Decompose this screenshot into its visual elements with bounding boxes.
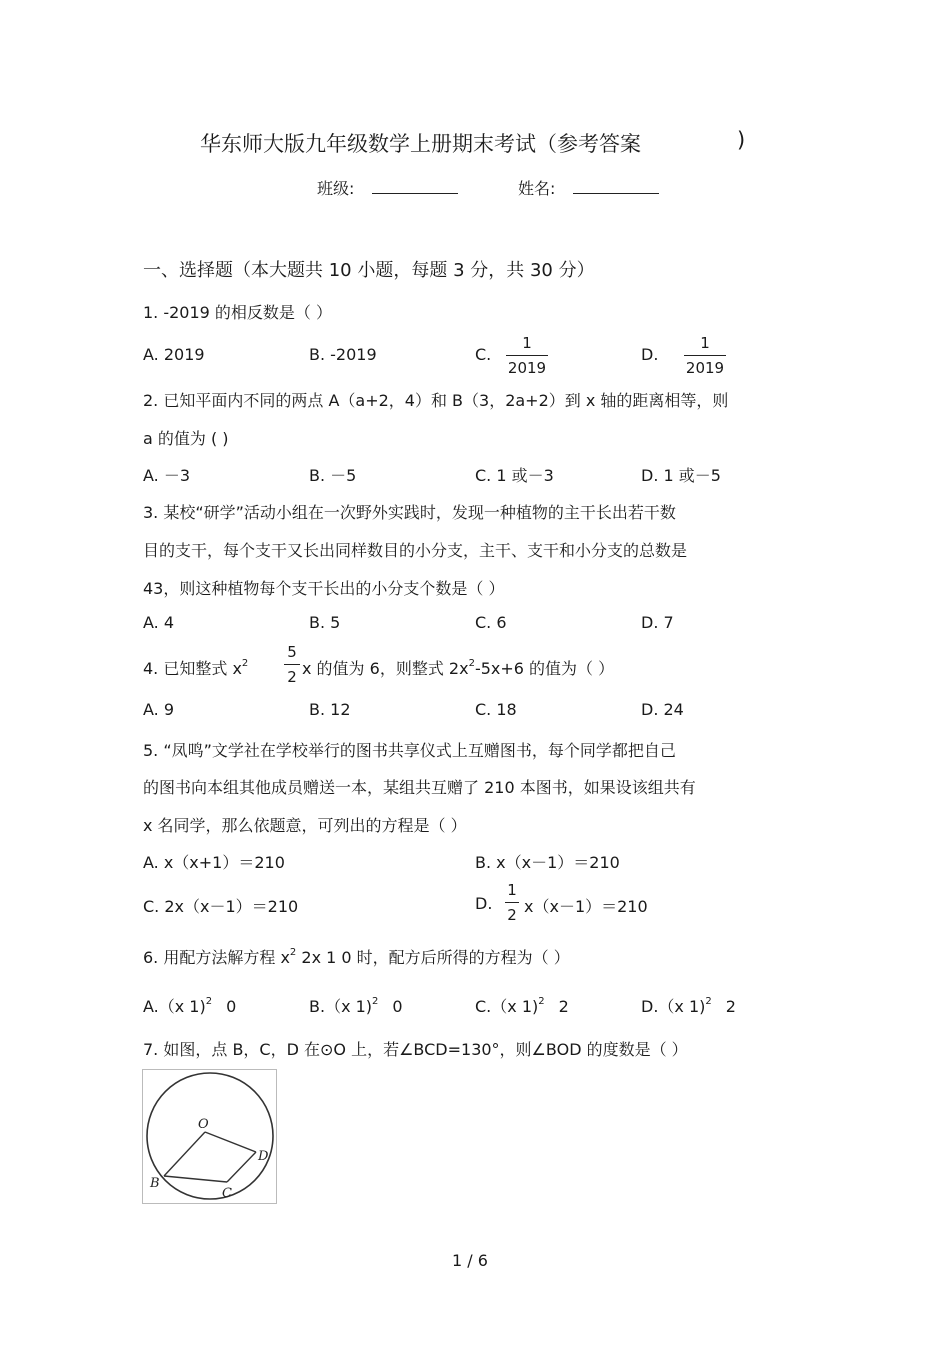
q6-a-square: 2 <box>205 996 213 1007</box>
q2-option-c: C. 1 或－3 <box>475 466 554 485</box>
q5-d-denominator: 2 <box>507 906 517 924</box>
question-5-line-3: x 名同学，那么依题意，可列出的方程是（ ） <box>143 816 467 835</box>
question-4-stem-post <box>302 656 614 679</box>
q6-a-rhs: 0 <box>226 997 237 1016</box>
fraction-bar <box>284 664 300 665</box>
class-field <box>317 176 458 199</box>
q4-stem-pre: 4. 已知整式 x <box>143 659 242 678</box>
q4-option-c: C. 18 <box>475 700 517 719</box>
class-blank <box>372 177 458 194</box>
q4-exponent-2: 2 <box>468 658 475 669</box>
q1-option-d-label: D. <box>641 345 659 364</box>
page-title: 华东师大版九年级数学上册期末考试（参考答案 <box>200 132 641 156</box>
label-c: C <box>222 1186 232 1201</box>
q1-option-c-fraction <box>506 333 548 378</box>
question-2-line-1: 2. 已知平面内不同的两点 A（a+2，4）和 B（3，2a+2）到 x 轴的距离相等，则 <box>143 391 729 410</box>
question-5-line-2: 的图书向本组其他成员赠送一本，某组共互赠了 210 本图书，如果设该组共有 <box>143 778 696 797</box>
q5-option-d-fraction <box>505 880 519 925</box>
question-3-line-3: 43，则这种植物每个支干长出的小分支个数是（ ） <box>143 579 505 598</box>
q6-b-expr: B.（x 1) <box>309 997 373 1016</box>
section-heading: 一、选择题（本大题共 10 小题，每题 3 分，共 30 分） <box>143 260 595 281</box>
q4-option-a: A. 9 <box>143 700 175 719</box>
q6-b-rhs: 0 <box>392 997 403 1016</box>
q6-c-rhs: 2 <box>558 997 569 1016</box>
name-label: 姓名: <box>518 179 556 198</box>
q6-c-square: 2 <box>538 996 545 1007</box>
question-2-line-2: a 的值为 ( ) <box>143 429 229 448</box>
question-4-stem <box>143 656 248 679</box>
figure-frame <box>143 1070 277 1204</box>
q5-option-b: B. x（x－1）＝210 <box>475 853 620 872</box>
q4-numerator: 5 <box>287 643 297 661</box>
q4-exponent: 2 <box>241 658 249 669</box>
q1-d-numerator: 1 <box>700 334 710 352</box>
q5-option-d-expression: x（x－1）＝210 <box>524 897 648 916</box>
q6-option-a <box>143 994 236 1017</box>
q1-option-c-label: C. <box>475 345 492 364</box>
question-7-stem: 7. 如图，点 B，C，D 在⊙O 上，若∠BCD=130°，则∠BOD 的度数是（ ） <box>143 1040 688 1059</box>
fraction-bar <box>506 355 548 356</box>
q4-option-d: D. 24 <box>641 700 684 719</box>
q1-option-b: B. -2019 <box>309 345 377 364</box>
q1-d-denominator: 2019 <box>685 359 725 377</box>
circle-figure <box>142 1069 277 1204</box>
q3-option-d: D. 7 <box>641 613 674 632</box>
q5-d-numerator: 1 <box>507 881 517 899</box>
q1-option-d-fraction <box>684 333 726 378</box>
question-3-line-2: 目的支干，每个支干又长出同样数目的小分支，主干、支干和小分支的总数是 <box>143 541 688 560</box>
q6-d-expr: D.（x 1) <box>641 997 706 1016</box>
question-1-stem: 1. -2019 的相反数是（ ） <box>143 303 333 322</box>
q6-d-rhs: 2 <box>725 997 736 1016</box>
q5-option-c: C. 2x（x－1）＝210 <box>143 897 299 916</box>
name-blank <box>573 177 659 194</box>
fraction-bar <box>684 355 726 356</box>
page-number: 1 / 6 <box>452 1251 488 1270</box>
q4-denominator: 2 <box>287 668 297 686</box>
q3-option-a: A. 4 <box>143 613 175 632</box>
question-6-stem <box>143 945 570 968</box>
q4-fraction <box>284 642 300 687</box>
name-field <box>518 176 659 199</box>
q4-option-b: B. 12 <box>309 700 351 719</box>
fraction-bar <box>505 902 519 903</box>
title-close-paren: ) <box>737 128 746 152</box>
q6-stem-post: 2x 1 0 时，配方后所得的方程为（ ） <box>296 948 570 967</box>
q6-b-square: 2 <box>372 996 379 1007</box>
q6-c-expr: C.（x 1) <box>475 997 539 1016</box>
q2-option-a: A. －3 <box>143 466 191 485</box>
q4-stem-post: x 的值为 6，则整式 2x <box>302 659 469 678</box>
label-b: B <box>150 1176 160 1191</box>
q1-c-numerator: 1 <box>522 334 532 352</box>
q6-option-c <box>475 994 569 1017</box>
q6-d-square: 2 <box>705 996 712 1007</box>
q4-stem-post-2: -5x+6 的值为（ ） <box>474 659 615 678</box>
q2-option-b: B. －5 <box>309 466 357 485</box>
q6-option-b <box>309 994 403 1017</box>
q6-option-d <box>641 994 736 1017</box>
q5-option-a: A. x（x+1）＝210 <box>143 853 285 872</box>
label-d: D <box>258 1149 269 1164</box>
class-label: 班级: <box>317 179 355 198</box>
q6-a-expr: A.（x 1) <box>143 997 206 1016</box>
q3-option-c: C. 6 <box>475 613 507 632</box>
label-o: O <box>198 1117 209 1132</box>
question-5-line-1: 5. “凤鸣”文学社在学校举行的图书共享仪式上互赠图书，每个同学都把自己 <box>143 741 676 760</box>
q1-c-denominator: 2019 <box>507 359 547 377</box>
question-3-line-1: 3. 某校“研学”活动小组在一次野外实践时，发现一种植物的主干长出若干数 <box>143 503 676 522</box>
q1-option-a: A. 2019 <box>143 345 205 364</box>
q3-option-b: B. 5 <box>309 613 341 632</box>
q5-option-d-label: D. <box>475 894 493 913</box>
q6-stem-pre: 6. 用配方法解方程 x <box>143 948 290 967</box>
q2-option-d: D. 1 或－5 <box>641 466 721 485</box>
q6-exponent: 2 <box>289 947 297 958</box>
